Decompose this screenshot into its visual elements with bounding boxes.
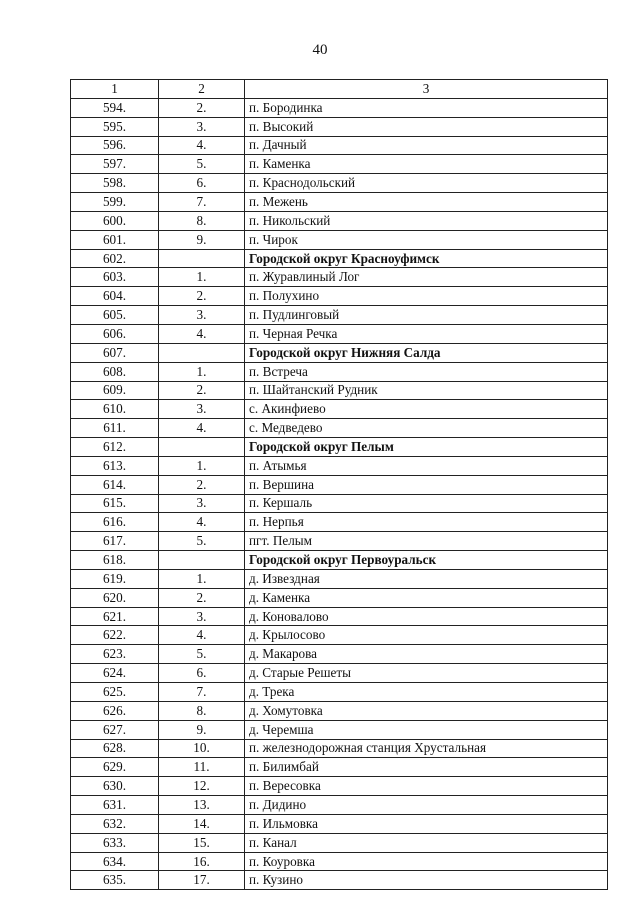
settlement-name-cell: п. Дачный — [245, 136, 608, 155]
settlement-name-cell: п. Атымья — [245, 456, 608, 475]
table-row — [71, 211, 608, 230]
row-number-cell: 607. — [71, 343, 159, 362]
sub-number-cell: 12. — [159, 777, 245, 796]
row-number-cell: 611. — [71, 419, 159, 438]
settlement-name-cell: д. Крылосово — [245, 626, 608, 645]
row-number-cell: 620. — [71, 588, 159, 607]
table-row — [71, 155, 608, 174]
settlement-name-cell: п. Ильмовка — [245, 814, 608, 833]
sub-number-cell: 8. — [159, 701, 245, 720]
settlement-name-cell: д. Макарова — [245, 645, 608, 664]
table-row — [71, 796, 608, 815]
settlement-name-cell: п. Кершаль — [245, 494, 608, 513]
sub-number-cell: 2. — [159, 475, 245, 494]
settlement-name-cell: п. Кузино — [245, 871, 608, 890]
row-number-cell: 603. — [71, 268, 159, 287]
row-number-cell: 600. — [71, 211, 159, 230]
table-row — [71, 701, 608, 720]
sub-number-cell: 17. — [159, 871, 245, 890]
settlement-name-cell: п. Журавлиный Лог — [245, 268, 608, 287]
row-number-cell: 595. — [71, 117, 159, 136]
row-number-cell: 617. — [71, 532, 159, 551]
settlement-name-cell: п. Каменка — [245, 155, 608, 174]
table-body — [71, 80, 608, 890]
table-row — [71, 626, 608, 645]
row-number-cell: 632. — [71, 814, 159, 833]
table-row — [71, 324, 608, 343]
row-number-cell: 605. — [71, 306, 159, 325]
settlement-name-cell: п. Дидино — [245, 796, 608, 815]
table-row — [71, 814, 608, 833]
sub-number-cell: 15. — [159, 833, 245, 852]
sub-number-cell: 1. — [159, 268, 245, 287]
row-number-cell: 601. — [71, 230, 159, 249]
column-header: 1 — [71, 80, 159, 99]
row-number-cell: 619. — [71, 569, 159, 588]
sub-number-cell — [159, 343, 245, 362]
sub-number-cell: 2. — [159, 98, 245, 117]
sub-number-cell: 7. — [159, 193, 245, 212]
sub-number-cell: 4. — [159, 419, 245, 438]
settlement-name-cell: Городской округ Нижняя Салда — [245, 343, 608, 362]
sub-number-cell: 9. — [159, 230, 245, 249]
sub-number-cell: 11. — [159, 758, 245, 777]
district-row — [71, 438, 608, 457]
settlement-name-cell: пгт. Пелым — [245, 532, 608, 551]
table-row — [71, 588, 608, 607]
settlement-name-cell: д. Черемша — [245, 720, 608, 739]
row-number-cell: 635. — [71, 871, 159, 890]
sub-number-cell: 6. — [159, 664, 245, 683]
settlement-name-cell: п. Встреча — [245, 362, 608, 381]
settlements-table — [70, 79, 608, 890]
row-number-cell: 594. — [71, 98, 159, 117]
row-number-cell: 621. — [71, 607, 159, 626]
row-number-cell: 623. — [71, 645, 159, 664]
row-number-cell: 616. — [71, 513, 159, 532]
row-number-cell: 629. — [71, 758, 159, 777]
table-row — [71, 381, 608, 400]
sub-number-cell: 4. — [159, 324, 245, 343]
row-number-cell: 634. — [71, 852, 159, 871]
sub-number-cell: 6. — [159, 174, 245, 193]
row-number-cell: 606. — [71, 324, 159, 343]
settlement-name-cell: п. Межень — [245, 193, 608, 212]
settlement-name-cell: Городской округ Красноуфимск — [245, 249, 608, 268]
sub-number-cell: 1. — [159, 569, 245, 588]
settlement-name-cell: п. Полухино — [245, 287, 608, 306]
sub-number-cell: 2. — [159, 381, 245, 400]
table-row — [71, 664, 608, 683]
settlement-name-cell: д. Каменка — [245, 588, 608, 607]
settlement-name-cell: п. Чирок — [245, 230, 608, 249]
table-row — [71, 193, 608, 212]
table-row — [71, 758, 608, 777]
settlement-name-cell: п. Коуровка — [245, 852, 608, 871]
sub-number-cell: 5. — [159, 155, 245, 174]
table-row — [71, 456, 608, 475]
sub-number-cell: 3. — [159, 117, 245, 136]
settlement-name-cell: п. Вершина — [245, 475, 608, 494]
table-row — [71, 513, 608, 532]
sub-number-cell: 4. — [159, 136, 245, 155]
table-row — [71, 833, 608, 852]
settlement-name-cell: Городской округ Первоуральск — [245, 551, 608, 570]
district-row — [71, 343, 608, 362]
table-row — [71, 287, 608, 306]
settlement-name-cell: д. Старые Решеты — [245, 664, 608, 683]
settlement-name-cell: п. Канал — [245, 833, 608, 852]
sub-number-cell: 16. — [159, 852, 245, 871]
sub-number-cell — [159, 551, 245, 570]
settlement-name-cell: с. Медведево — [245, 419, 608, 438]
settlement-name-cell: п. Бородинка — [245, 98, 608, 117]
settlement-name-cell: п. Никольский — [245, 211, 608, 230]
settlement-name-cell: д. Извездная — [245, 569, 608, 588]
sub-number-cell: 3. — [159, 494, 245, 513]
row-number-cell: 608. — [71, 362, 159, 381]
row-number-cell: 631. — [71, 796, 159, 815]
settlement-name-cell: п. Билимбай — [245, 758, 608, 777]
settlement-name-cell: п. Нерпья — [245, 513, 608, 532]
row-number-cell: 597. — [71, 155, 159, 174]
page-number: 40 — [312, 42, 328, 58]
settlement-name-cell: п. Вересовка — [245, 777, 608, 796]
settlement-name-cell: п. Пудлинговый — [245, 306, 608, 325]
row-number-cell: 630. — [71, 777, 159, 796]
sub-number-cell: 3. — [159, 400, 245, 419]
settlement-name-cell: п. Краснодольский — [245, 174, 608, 193]
table-header-row — [71, 80, 608, 99]
row-number-cell: 633. — [71, 833, 159, 852]
row-number-cell: 626. — [71, 701, 159, 720]
settlement-name-cell: п. Шайтанский Рудник — [245, 381, 608, 400]
table-row — [71, 117, 608, 136]
table-row — [71, 720, 608, 739]
table-row — [71, 607, 608, 626]
row-number-cell: 628. — [71, 739, 159, 758]
settlement-name-cell: с. Акинфиево — [245, 400, 608, 419]
table-row — [71, 268, 608, 287]
row-number-cell: 625. — [71, 683, 159, 702]
table-row — [71, 230, 608, 249]
sub-number-cell: 1. — [159, 362, 245, 381]
column-header: 3 — [245, 80, 608, 99]
row-number-cell: 622. — [71, 626, 159, 645]
row-number-cell: 609. — [71, 381, 159, 400]
sub-number-cell: 13. — [159, 796, 245, 815]
table-row — [71, 645, 608, 664]
table-row — [71, 174, 608, 193]
row-number-cell: 602. — [71, 249, 159, 268]
settlement-name-cell: д. Хомутовка — [245, 701, 608, 720]
district-row — [71, 249, 608, 268]
settlement-name-cell: д. Коновалово — [245, 607, 608, 626]
table-row — [71, 871, 608, 890]
table-row — [71, 569, 608, 588]
row-number-cell: 618. — [71, 551, 159, 570]
sub-number-cell: 4. — [159, 513, 245, 532]
table-row — [71, 475, 608, 494]
sub-number-cell: 3. — [159, 607, 245, 626]
settlement-name-cell: п. Высокий — [245, 117, 608, 136]
row-number-cell: 613. — [71, 456, 159, 475]
table-row — [71, 362, 608, 381]
row-number-cell: 612. — [71, 438, 159, 457]
district-row — [71, 551, 608, 570]
sub-number-cell: 4. — [159, 626, 245, 645]
sub-number-cell: 7. — [159, 683, 245, 702]
sub-number-cell: 14. — [159, 814, 245, 833]
table-row — [71, 852, 608, 871]
sub-number-cell: 10. — [159, 739, 245, 758]
settlement-name-cell: д. Трека — [245, 683, 608, 702]
row-number-cell: 598. — [71, 174, 159, 193]
sub-number-cell: 3. — [159, 306, 245, 325]
table-row — [71, 98, 608, 117]
sub-number-cell — [159, 438, 245, 457]
table-row — [71, 306, 608, 325]
table-row — [71, 419, 608, 438]
sub-number-cell: 2. — [159, 287, 245, 306]
table-row — [71, 136, 608, 155]
row-number-cell: 615. — [71, 494, 159, 513]
sub-number-cell: 8. — [159, 211, 245, 230]
row-number-cell: 624. — [71, 664, 159, 683]
table-row — [71, 400, 608, 419]
sub-number-cell: 5. — [159, 645, 245, 664]
settlement-name-cell: п. железнодорожная станция Хрустальная — [245, 739, 608, 758]
sub-number-cell — [159, 249, 245, 268]
table-row — [71, 494, 608, 513]
column-header: 2 — [159, 80, 245, 99]
row-number-cell: 596. — [71, 136, 159, 155]
row-number-cell: 610. — [71, 400, 159, 419]
row-number-cell: 604. — [71, 287, 159, 306]
sub-number-cell: 5. — [159, 532, 245, 551]
table-row — [71, 739, 608, 758]
sub-number-cell: 9. — [159, 720, 245, 739]
sub-number-cell: 1. — [159, 456, 245, 475]
table-row — [71, 777, 608, 796]
table-row — [71, 683, 608, 702]
settlement-name-cell: Городской округ Пелым — [245, 438, 608, 457]
sub-number-cell: 2. — [159, 588, 245, 607]
table-row — [71, 532, 608, 551]
row-number-cell: 599. — [71, 193, 159, 212]
settlement-name-cell: п. Черная Речка — [245, 324, 608, 343]
row-number-cell: 627. — [71, 720, 159, 739]
row-number-cell: 614. — [71, 475, 159, 494]
